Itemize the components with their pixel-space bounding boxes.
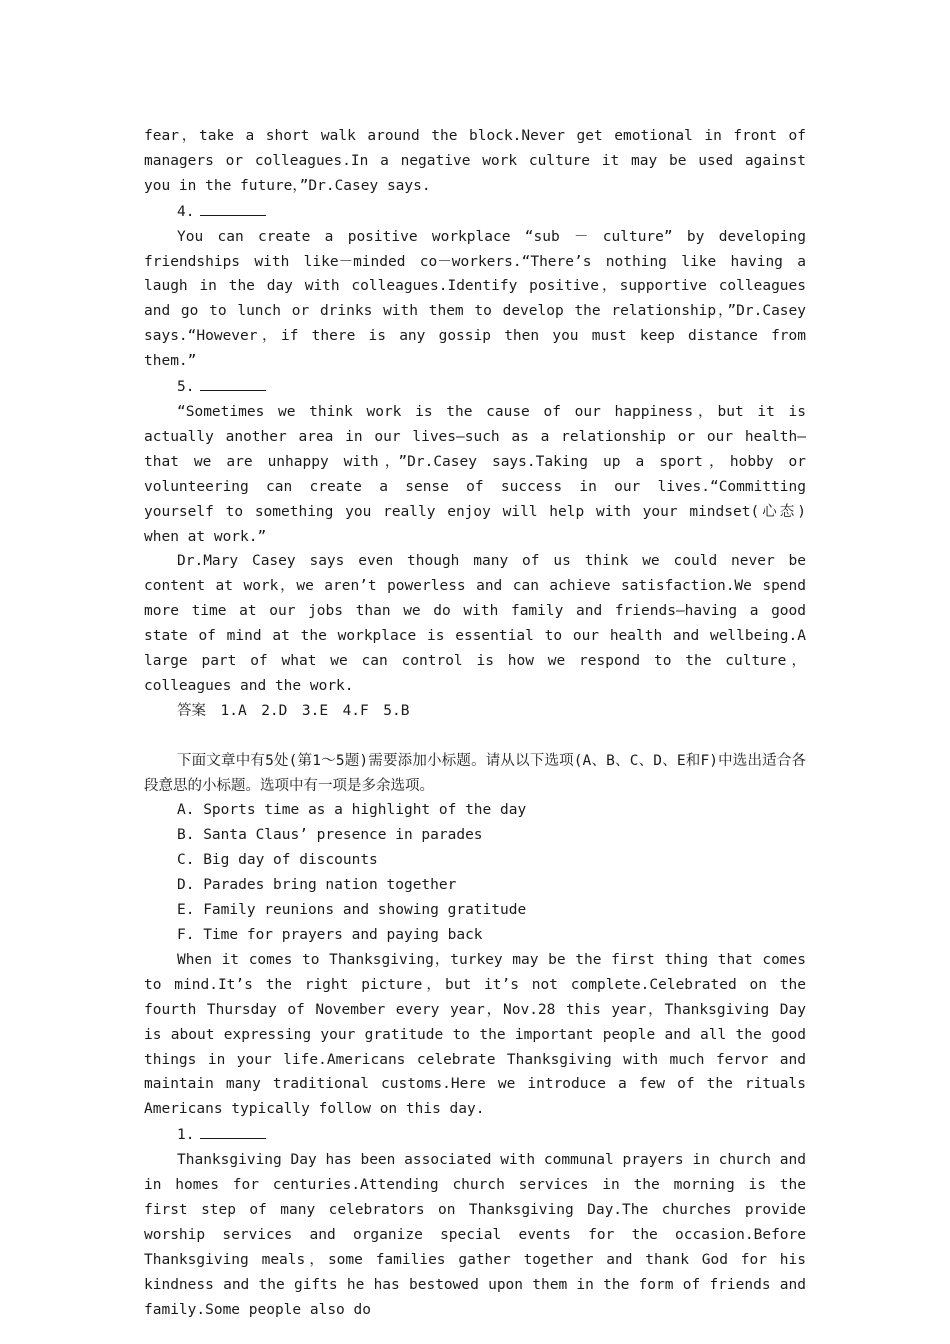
passage1-conclusion: Dr.Mary Casey says even though many of us think we could never be content at work，we aren’t powerless and can achieve satisfaction.We spend more time at our jobs than we do with family and friends—having a good state of mind at the workplace is essential to our health and wellbeing.A large part of what we can control is how we respond to the culture，colleagues and the work. [144,553,806,694]
question-4-number: 4. [177,203,195,220]
question-5-blank[interactable] [200,374,266,391]
question-1-blank[interactable] [200,1122,266,1139]
option-b: B. Santa Claus’ presence in parades [177,827,483,844]
answer-key: 答案 1.A 2.D 3.E 4.F 5.B [177,702,410,719]
passage1-paragraph-5: “Sometimes we think work is the cause of our happiness，but it is actually another area in our lives—such as a relationship or our health—that we are unhappy with，”Dr.Casey says.Taking up a sport，hobby or volunteering can create a sense of success in our lives.“Committing yourself to something you really enjoy will help with your mindset(心态) when at work.” [144,403,806,545]
passage2-intro: When it comes to Thanksgiving，turkey may be the first thing that comes to mind.It’s the right picture，but it’s not complete.Celebrated on the fourth Thursday of November every year，Nov.28 this year，Thanksgiving Day is about expressing your gratitude to the important people and all the good things in your life.Americans celebrate Thanksgiving with much fervor and maintain many traditional customs.Here we introduce a few of the rituals Americans typically follow on this day. [144,951,806,1118]
passage1-paragraph-4: You can create a positive workplace “sub － culture” by developing friendships with like－minded co－workers.“There’s nothing like having a laugh in the day with colleagues.Identify positive，supportive colleagues and go to lunch or drinks with them to develop the relationship，”Dr.Casey says.“However，if there is any gossip then you must keep distance from them.” [144,228,806,370]
passage2-paragraph-1: Thanksgiving Day has been associated with communal prayers in church and in homes for centuries.Attending church services in the morning is the first step of many celebrators on Thanksgiving Day.The churches provide worship services and organize special events for the occasion.Before Thanksgiving meals，some families gather together and thank God for his kindness and the gifts he has bestowed upon them in the form of friends and family.Some people also do [144,1152,806,1318]
option-c: C. Big day of discounts [177,852,378,869]
section-gap [144,724,806,749]
passage1-tail-paragraph: fear，take a short walk around the block.Never get emotional in front of managers or colleagues.In a negative work culture it may be used against you in the future，”Dr.Casey says. [144,128,806,194]
option-f: F. Time for prayers and paying back [177,926,483,943]
option-e: E. Family reunions and showing gratitude [177,902,527,919]
option-a: A. Sports time as a highlight of the day [177,802,527,819]
question-1-heading [144,1122,806,1148]
option-d: D. Parades bring nation together [177,877,457,894]
question-5-heading [144,374,806,400]
passage2-instructions: 下面文章中有5处(第1～5题)需要添加小标题。请从以下选项(A、B、C、D、E和F)中选出适合各段意思的小标题。选项中有一项是多余选项。 [144,752,806,794]
question-4-blank[interactable] [200,199,266,216]
question-1-number: 1. [177,1127,195,1144]
question-4-heading [144,199,806,225]
document-page [144,124,806,1322]
question-5-number: 5. [177,379,195,396]
options-list [144,798,806,947]
